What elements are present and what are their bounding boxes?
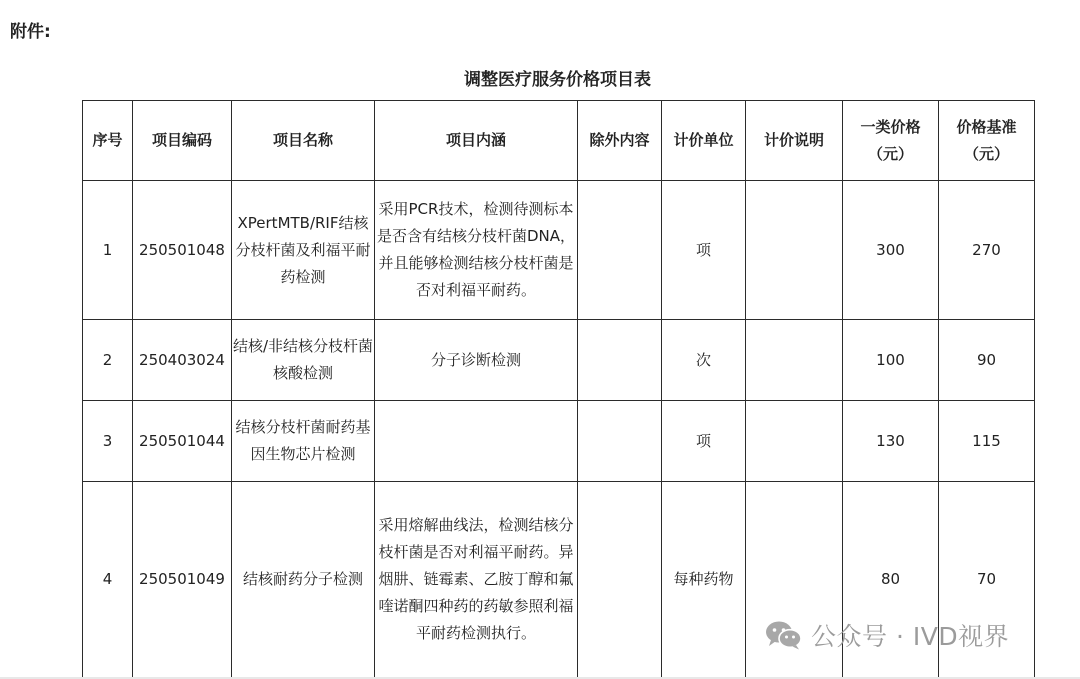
header-base [939,101,1035,181]
cell-content: 采用熔解曲线法，检测结核分枝杆菌是否对利福平耐药。异烟肼、链霉素、乙胺丁醇和氟喹诺酮四种药的药敏参照利福平耐药检测执行。 [375,482,578,678]
watermark [765,617,1009,653]
table-title: 调整医疗服务价格项目表 [464,70,651,90]
header-price-line1: 一类价格 [860,117,921,136]
header-base-line2: （元） [963,144,1009,163]
cell-excluded [578,482,662,678]
cell-content: 分子诊断检测 [375,320,578,401]
cell-seq: 4 [83,482,133,678]
header-price-line2: （元） [867,144,913,163]
cell-content: 采用PCR技术，检测待测标本是否含有结核分枝杆菌DNA，并且能够检测结核分枝杆菌是否对利福平耐药。 [375,181,578,320]
cell-code: 250403024 [133,320,232,401]
cell-price: 80 [843,482,939,678]
cell-note [746,320,843,401]
cell-excluded [578,320,662,401]
cell-code: 250501044 [133,401,232,482]
header-base-line1: 价格基准 [956,117,1017,136]
cell-note [746,181,843,320]
table-row [83,320,1035,401]
cell-unit: 次 [662,320,746,401]
cell-price: 100 [843,320,939,401]
cell-code: 250501049 [133,482,232,678]
cell-base: 70 [939,482,1035,678]
cell-excluded [578,401,662,482]
cell-excluded [578,181,662,320]
table-row [83,401,1035,482]
cell-note [746,401,843,482]
cell-name: 结核分枝杆菌耐药基因生物芯片检测 [232,401,375,482]
wechat-icon [765,620,803,650]
cell-seq: 2 [83,320,133,401]
header-excluded: 除外内容 [578,101,662,181]
header-seq: 序号 [83,101,133,181]
header-row [83,101,1035,181]
cell-code: 250501048 [133,181,232,320]
cell-seq: 1 [83,181,133,320]
cell-name: 结核耐药分子检测 [232,482,375,678]
cell-unit: 项 [662,181,746,320]
cell-price: 300 [843,181,939,320]
header-content: 项目内涵 [375,101,578,181]
cell-name: 结核/非结核分枝杆菌核酸检测 [232,320,375,401]
cell-base: 90 [939,320,1035,401]
header-code: 项目编码 [133,101,232,181]
header-unit: 计价单位 [662,101,746,181]
cell-price: 130 [843,401,939,482]
header-note: 计价说明 [746,101,843,181]
cell-unit: 项 [662,401,746,482]
price-table [82,100,1035,678]
cell-content [375,401,578,482]
watermark-text: 公众号 · IVD视界 [811,622,1010,651]
table-row [83,181,1035,320]
cell-base: 115 [939,401,1035,482]
attachment-label: 附件: [10,22,51,42]
cell-seq: 3 [83,401,133,482]
cell-base: 270 [939,181,1035,320]
cell-unit: 每种药物 [662,482,746,678]
header-name: 项目名称 [232,101,375,181]
cell-name: XPertMTB/RIF结核分枝杆菌及利福平耐药检测 [232,181,375,320]
header-price [843,101,939,181]
